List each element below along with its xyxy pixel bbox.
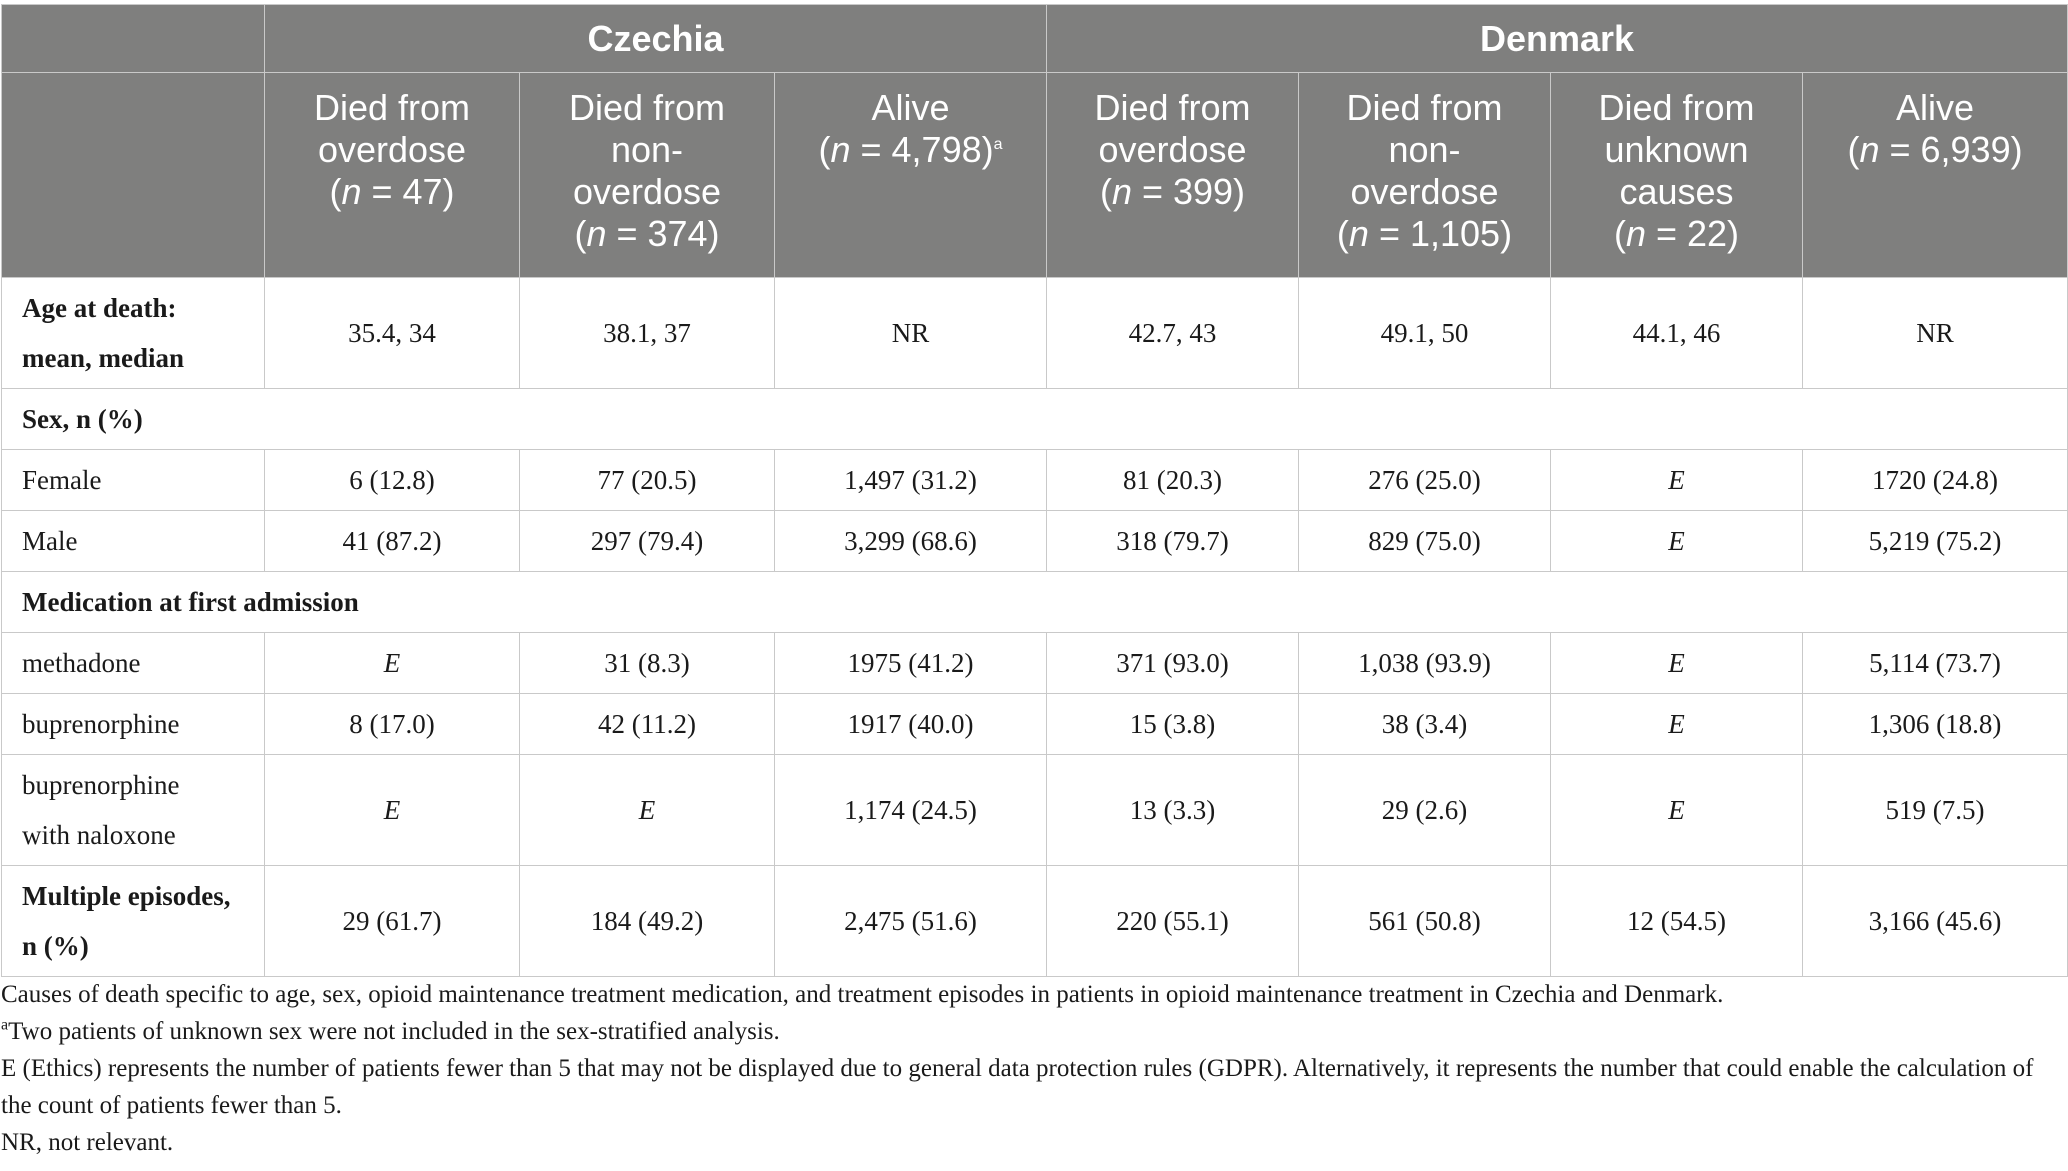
table-cell: 81 (20.3)	[1047, 450, 1299, 511]
table-cell: 1720 (24.8)	[1803, 450, 2068, 511]
table-row-male	[2, 511, 2068, 572]
table-cell: 31 (8.3)	[520, 633, 775, 694]
table-cell: E	[1551, 633, 1803, 694]
table-cell: 42.7, 43	[1047, 278, 1299, 389]
footnote-a: $^a$Two patients of unknown sex were not included in the sex-stratified analysis.	[1, 1016, 780, 1045]
footnote-marker: a	[993, 136, 1003, 153]
corner-cell-2	[2, 73, 265, 278]
table-cell: E	[1551, 694, 1803, 755]
row-label: Age at death: mean, median	[2, 278, 265, 389]
table-cell: 184 (49.2)	[520, 866, 775, 977]
table-cell: 829 (75.0)	[1299, 511, 1551, 572]
col-dk-non-overdose: Died from non- overdose (n = 1,105)	[1299, 73, 1551, 278]
table-cell: 297 (79.4)	[520, 511, 775, 572]
table-cell: 1,038 (93.9)	[1299, 633, 1551, 694]
table-row-multiple-episodes	[2, 866, 2068, 977]
table-cell: 49.1, 50	[1299, 278, 1551, 389]
table-cell: 3,166 (45.6)	[1803, 866, 2068, 977]
table-cell: 519 (7.5)	[1803, 755, 2068, 866]
table-cell: 371 (93.0)	[1047, 633, 1299, 694]
table-cell: 318 (79.7)	[1047, 511, 1299, 572]
table-cell: NR	[775, 278, 1047, 389]
table-cell: 44.1, 46	[1551, 278, 1803, 389]
table-cell: E	[520, 755, 775, 866]
table-cell: 1975 (41.2)	[775, 633, 1047, 694]
table-cell: 13 (3.3)	[1047, 755, 1299, 866]
table-cell: NR	[1803, 278, 2068, 389]
col-cz-non-overdose: Died from non- overdose (n = 374)	[520, 73, 775, 278]
table-row-methadone	[2, 633, 2068, 694]
table-notes	[1, 976, 2061, 1161]
table-cell: 38 (3.4)	[1299, 694, 1551, 755]
col-dk-overdose: Died from overdose (n = 399)	[1047, 73, 1299, 278]
row-label: buprenorphine	[2, 694, 265, 755]
table-cell: E	[1551, 511, 1803, 572]
table-cell: E	[265, 755, 520, 866]
table-cell: 12 (54.5)	[1551, 866, 1803, 977]
table-cell: 38.1, 37	[520, 278, 775, 389]
results-table	[1, 4, 2068, 977]
table-cell: 29 (61.7)	[265, 866, 520, 977]
table-cell: 1917 (40.0)	[775, 694, 1047, 755]
group-header-czechia: Czechia	[265, 5, 1047, 73]
table-row-buprenorphine-naloxone	[2, 755, 2068, 866]
table-cell: 3,299 (68.6)	[775, 511, 1047, 572]
table-cell: 29 (2.6)	[1299, 755, 1551, 866]
table-cell: 1,497 (31.2)	[775, 450, 1047, 511]
table-cell: 41 (87.2)	[265, 511, 520, 572]
footnote-nr: NR, not relevant.	[1, 1129, 174, 1156]
section-label: Medication at first admission	[2, 572, 2068, 633]
table-cell: 42 (11.2)	[520, 694, 775, 755]
table-cell: 5,114 (73.7)	[1803, 633, 2068, 694]
table-cell: 35.4, 34	[265, 278, 520, 389]
row-label: Male	[2, 511, 265, 572]
row-label: buprenorphine with naloxone	[2, 755, 265, 866]
table-cell: 561 (50.8)	[1299, 866, 1551, 977]
table-cell: 5,219 (75.2)	[1803, 511, 2068, 572]
table-row-age	[2, 278, 2068, 389]
corner-cell	[2, 5, 265, 73]
table-cell: 8 (17.0)	[265, 694, 520, 755]
table-cell: 6 (12.8)	[265, 450, 520, 511]
table-cell: 276 (25.0)	[1299, 450, 1551, 511]
table-cell: 77 (20.5)	[520, 450, 775, 511]
table-row-buprenorphine	[2, 694, 2068, 755]
table-cell: 220 (55.1)	[1047, 866, 1299, 977]
table-caption: Causes of death specific to age, sex, opioid maintenance treatment medication, and treatment episodes in patients in opioid maintenance treatment in Czechia and Denmark.	[1, 981, 1724, 1008]
row-label: Female	[2, 450, 265, 511]
col-dk-unknown: Died from unknown causes (n = 22)	[1551, 73, 1803, 278]
col-cz-alive: Alive (n = 4,798)$^a$	[775, 73, 1047, 278]
section-label: Sex, n (%)	[2, 389, 2068, 450]
row-label: methadone	[2, 633, 265, 694]
footnote-e: E (Ethics) represents the number of patients fewer than 5 that may not be displayed due to general data protection rules (GDPR). Alternatively, it represents the number that could enable the calculation of the count of patients fewer than 5.	[1, 1055, 2034, 1119]
table-cell: 15 (3.8)	[1047, 694, 1299, 755]
col-cz-overdose: Died from overdose (n = 47)	[265, 73, 520, 278]
table-cell: E	[1551, 450, 1803, 511]
group-header-denmark: Denmark	[1047, 5, 2068, 73]
table-cell: 1,174 (24.5)	[775, 755, 1047, 866]
section-row-medication	[2, 572, 2068, 633]
table-cell: 1,306 (18.8)	[1803, 694, 2068, 755]
row-label: Multiple episodes, n (%)	[2, 866, 265, 977]
table-row-female	[2, 450, 2068, 511]
table-cell: 2,475 (51.6)	[775, 866, 1047, 977]
table-cell: E	[1551, 755, 1803, 866]
section-row-sex	[2, 389, 2068, 450]
table-cell: E	[265, 633, 520, 694]
col-dk-alive: Alive (n = 6,939)	[1803, 73, 2068, 278]
